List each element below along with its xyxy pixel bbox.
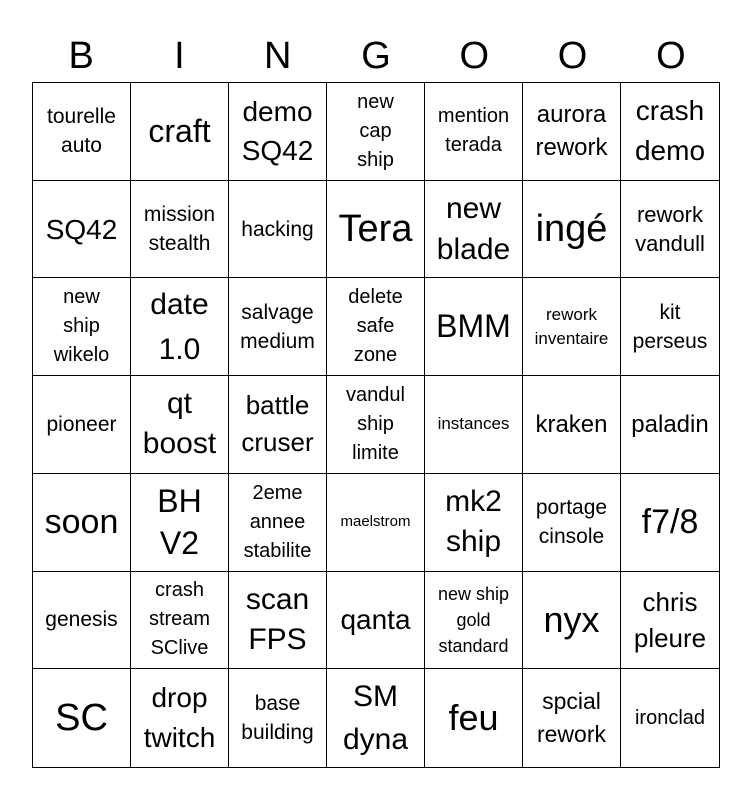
bingo-cell[interactable] xyxy=(523,83,621,181)
bingo-cell[interactable] xyxy=(523,376,621,474)
cell-text: BMM xyxy=(436,308,511,345)
bingo-cell[interactable] xyxy=(33,83,131,181)
header-letter-o-2: O xyxy=(557,35,588,77)
bingo-header xyxy=(32,30,720,82)
bingo-cell[interactable] xyxy=(425,278,523,376)
bingo-cell[interactable] xyxy=(131,278,229,376)
bingo-cell[interactable] xyxy=(327,669,425,767)
cell-text: soon xyxy=(44,502,119,541)
cell-text: craft xyxy=(148,112,211,149)
cell-text: new ship wikelo xyxy=(53,286,110,367)
cell-text: new blade xyxy=(436,192,511,267)
cell-text: mention terada xyxy=(437,105,510,157)
bingo-cell[interactable] xyxy=(523,474,621,572)
cell-text: date 1.0 xyxy=(150,287,209,366)
cell-text: base building xyxy=(241,692,314,745)
bingo-cell[interactable] xyxy=(523,278,621,376)
cell-text: SM dyna xyxy=(342,680,409,757)
bingo-cell[interactable] xyxy=(621,572,719,670)
bingo-grid xyxy=(32,82,720,768)
cell-text: pioneer xyxy=(46,412,117,436)
bingo-cell[interactable] xyxy=(327,376,425,474)
cell-text: mk2 ship xyxy=(445,485,502,559)
bingo-cell[interactable] xyxy=(621,669,719,767)
bingo-cell[interactable] xyxy=(425,181,523,279)
bingo-cell[interactable] xyxy=(33,572,131,670)
cell-text: ingé xyxy=(535,208,608,251)
cell-text: battle cruser xyxy=(241,390,314,458)
cell-text: Tera xyxy=(338,208,413,251)
cell-text: paladin xyxy=(631,410,709,438)
bingo-cell[interactable] xyxy=(229,278,327,376)
bingo-cell[interactable] xyxy=(229,83,327,181)
header-letter-o: O xyxy=(459,35,490,77)
cell-text: nyx xyxy=(543,599,600,641)
cell-text: 2eme annee stabilite xyxy=(243,481,312,562)
cell-text: portage cinsole xyxy=(535,496,608,549)
bingo-cell[interactable] xyxy=(229,669,327,767)
cell-text: vandul ship limite xyxy=(346,383,405,464)
cell-text: new cap ship xyxy=(357,90,394,171)
cell-text: demo SQ42 xyxy=(241,96,314,167)
cell-text: scan FPS xyxy=(245,582,310,656)
header-letter-b: B xyxy=(68,35,94,77)
bingo-cell[interactable] xyxy=(523,572,621,670)
cell-text: f7/8 xyxy=(641,502,699,541)
cell-text: crash stream SClive xyxy=(148,579,211,660)
bingo-cell[interactable] xyxy=(621,181,719,279)
bingo-cell[interactable] xyxy=(327,572,425,670)
cell-text: crash demo xyxy=(634,95,706,167)
bingo-cell[interactable] xyxy=(33,181,131,279)
cell-text: hacking xyxy=(241,217,314,241)
bingo-cell[interactable] xyxy=(131,572,229,670)
bingo-cell[interactable] xyxy=(131,376,229,474)
cell-text: rework inventaire xyxy=(534,304,609,348)
cell-text: BH V2 xyxy=(157,483,202,562)
cell-text: SQ42 xyxy=(45,213,118,245)
bingo-cell[interactable] xyxy=(33,376,131,474)
cell-text: spcial rework xyxy=(536,688,606,748)
bingo-cell[interactable] xyxy=(425,376,523,474)
bingo-cell[interactable] xyxy=(621,474,719,572)
bingo-cell[interactable] xyxy=(229,474,327,572)
bingo-cell[interactable] xyxy=(229,572,327,670)
cell-text: ironclad xyxy=(634,706,706,729)
cell-text: maelstrom xyxy=(340,513,411,531)
bingo-cell[interactable] xyxy=(523,669,621,767)
cell-text: aurora rework xyxy=(535,101,608,162)
bingo-cell[interactable] xyxy=(523,181,621,279)
bingo-cell[interactable] xyxy=(621,83,719,181)
bingo-cell[interactable] xyxy=(425,669,523,767)
cell-text: instances xyxy=(437,414,510,434)
header-letter-i: I xyxy=(174,35,185,77)
bingo-cell[interactable] xyxy=(131,669,229,767)
cell-text: qt boost xyxy=(142,387,217,461)
cell-text: delete safe zone xyxy=(348,286,403,367)
cell-text: SC xyxy=(55,697,108,740)
header-letter-g: G xyxy=(361,35,391,77)
header-letter-n: N xyxy=(263,35,292,77)
cell-text: chris pleure xyxy=(633,586,707,653)
cell-text: feu xyxy=(448,697,499,739)
cell-text: new ship gold standard xyxy=(437,583,510,656)
bingo-cell[interactable] xyxy=(33,278,131,376)
bingo-cell[interactable] xyxy=(131,474,229,572)
bingo-cell[interactable] xyxy=(621,278,719,376)
bingo-cell[interactable] xyxy=(327,83,425,181)
bingo-cell[interactable] xyxy=(229,181,327,279)
bingo-cell[interactable] xyxy=(327,278,425,376)
bingo-cell[interactable] xyxy=(131,83,229,181)
bingo-cell[interactable] xyxy=(229,376,327,474)
cell-text: mission stealth xyxy=(143,203,216,256)
cell-text: kit perseus xyxy=(632,300,708,353)
cell-text: tourelle auto xyxy=(47,105,116,158)
bingo-cell[interactable] xyxy=(327,474,425,572)
cell-text: genesis xyxy=(45,608,118,632)
bingo-cell[interactable] xyxy=(327,181,425,279)
bingo-cell[interactable] xyxy=(33,474,131,572)
cell-text: kraken xyxy=(535,410,608,438)
bingo-cell[interactable] xyxy=(621,376,719,474)
cell-text: rework vandull xyxy=(635,202,705,257)
bingo-cell[interactable] xyxy=(33,669,131,767)
cell-text: drop twitch xyxy=(143,682,216,754)
bingo-cell[interactable] xyxy=(425,83,523,181)
bingo-cell[interactable] xyxy=(425,474,523,572)
header-letter-o-3: O xyxy=(656,35,686,77)
bingo-cell[interactable] xyxy=(425,572,523,670)
cell-text: qanta xyxy=(340,604,411,636)
cell-text: salvage medium xyxy=(240,300,315,353)
bingo-cell[interactable] xyxy=(131,181,229,279)
